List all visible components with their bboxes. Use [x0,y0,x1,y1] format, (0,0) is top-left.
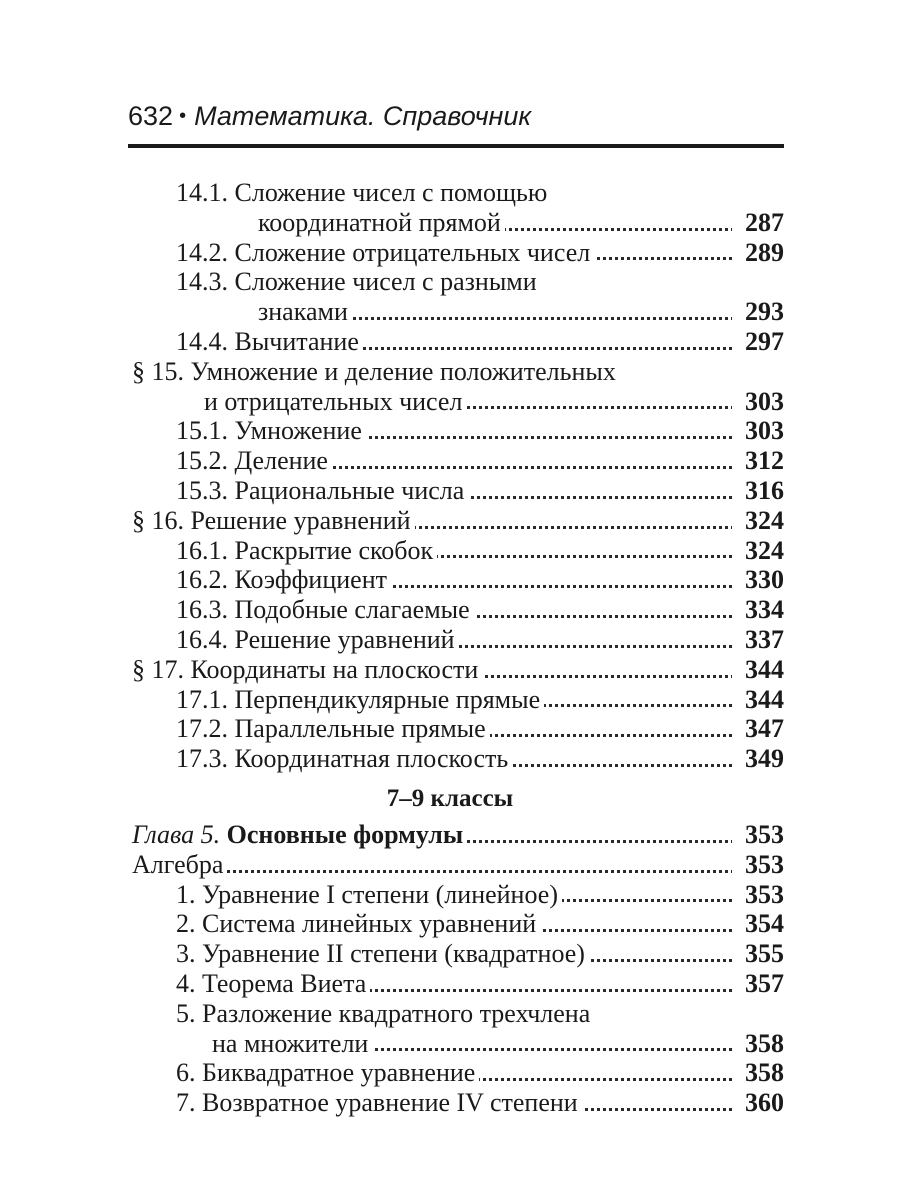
toc-entry-title: на множители [212,1029,372,1059]
toc-entry-title: 17.1. Перпендикулярные прямые [176,685,544,715]
chapter-title: Основные формулы [226,819,464,849]
toc-entry-title: 17.2. Параллельные прямые [176,714,490,744]
toc-entry-title: 16.2. Коэффициент [176,565,391,595]
toc-page-number: 357 [732,969,784,999]
table-of-contents [0,178,900,1118]
toc-page-number: 349 [732,744,784,774]
toc-entry-title: координатной прямой [258,208,505,238]
toc-entry [0,744,900,774]
toc-page-number: 344 [732,685,784,715]
toc-page-number: 303 [732,387,784,417]
toc-entry-title: § 17. Координаты на плоскости [132,655,482,685]
chapter-label: Глава 5. [132,819,221,849]
toc-entry-title: 5. Разложение квадратного трехчлена [176,999,594,1029]
toc-page-number: 353 [732,850,784,880]
toc-page-number: 358 [732,1058,784,1088]
toc-entry-title: Алгебра [132,850,227,880]
toc-page-number: 353 [732,820,784,850]
toc-entry-title: 17.3. Координатная плоскость [176,744,512,774]
toc-entry-title: § 15. Умножение и деление положительных [132,357,620,387]
toc-page-number: 316 [732,476,784,506]
toc-page-number: 324 [732,536,784,566]
toc-page-number: 287 [732,208,784,238]
toc-page-number: 303 [732,416,784,446]
toc-entry-title: 16.4. Решение уравнений [176,625,459,655]
toc-entry-title: 15.3. Рациональные числа [176,476,468,506]
toc-entry [0,238,900,268]
toc-entry-title: § 16. Решение уравнений [132,506,415,536]
toc-page-number: 353 [732,880,784,910]
toc-entry-title: 7. Возвратное уравнение IV степени [176,1088,582,1118]
toc-page-number: 344 [732,655,784,685]
toc-entry-title: 14.4. Вычитание [176,327,363,357]
toc-entry [0,1088,900,1118]
toc-page-number: 297 [732,327,784,357]
grade-heading: 7–9 классы [386,784,514,812]
toc-entry-title: 15.2. Деление [176,446,332,476]
toc-page-number: 293 [732,297,784,327]
toc-page-number: 355 [732,939,784,969]
toc-entry [0,969,900,999]
toc-entry-title: 14.2. Сложение отрицательных чисел [176,238,594,268]
toc-entry-title: знаками [258,297,352,327]
toc-leader-dots [132,843,782,873]
toc-entry-title: 6. Биквадратное уравнение [176,1058,479,1088]
toc-entry-title: 16.3. Подобные слагаемые [176,595,474,625]
toc-page-number: 337 [732,625,784,655]
toc-entry [0,327,900,357]
toc-entry-title: 16.1. Раскрытие скобок [176,536,437,566]
toc-page-number: 360 [732,1088,784,1118]
toc-page-number: 358 [732,1029,784,1059]
toc-page-number: 347 [732,714,784,744]
toc-entry-title: 15.1. Умножение [176,416,366,446]
bullet-separator: • [179,105,187,127]
toc-page-number: 289 [732,238,784,268]
toc-page-number: 334 [732,595,784,625]
toc-page-number: 354 [732,909,784,939]
header-rule [128,144,784,148]
toc-entry-title: 14.1. Сложение чисел с помощью [176,178,551,208]
toc-page-number: 324 [732,506,784,536]
toc-page-number: 312 [732,446,784,476]
toc-page-number: 330 [732,565,784,595]
toc-entry-title: 14.3. Сложение чисел с разными [176,267,541,297]
page-number: 632 [128,101,174,131]
toc-entry-title: 3. Уравнение II степени (квадратное) [176,939,589,969]
toc-entry-title: 2. Система линейных уравнений [176,909,540,939]
toc-entry-title: 4. Теорема Виета [176,969,370,999]
toc-entry-title: 1. Уравнение I степени (линейное) [176,880,562,910]
book-title: Математика. Справочник [194,101,532,131]
toc-entry-title: и отрицательных чисел [204,387,466,417]
running-header [128,96,784,136]
